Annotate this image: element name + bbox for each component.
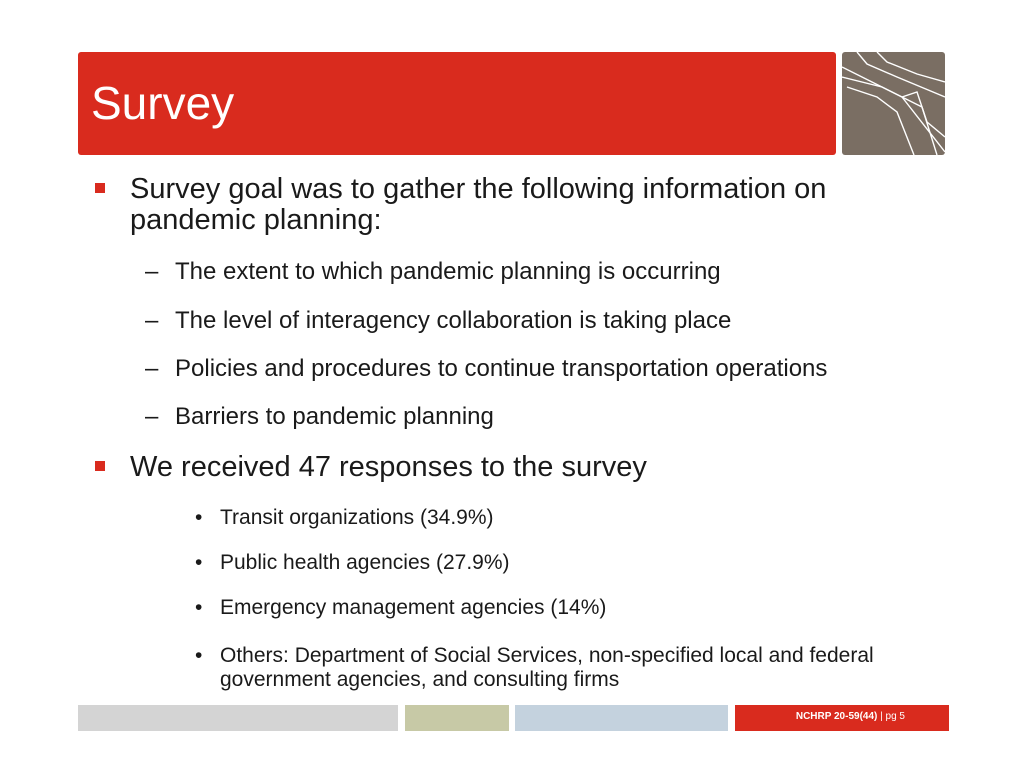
- footer-separator: |: [880, 711, 883, 722]
- dash-bullet-icon: –: [145, 307, 159, 334]
- sub-sub-bullet-text: Transit organizations (34.9%): [220, 506, 494, 529]
- sub-sub-bullet-text: Emergency management agencies (14%): [220, 596, 607, 619]
- bullet-text: We received 47 responses to the survey: [130, 451, 647, 483]
- square-bullet-icon: [95, 461, 105, 471]
- dash-bullet-icon: –: [145, 258, 159, 285]
- footer-project: NCHRP 20-59(44): [795, 711, 878, 722]
- dot-bullet-icon: •: [195, 506, 203, 529]
- bullet-text: Survey goal was to gather the following information on pandemic planning:: [130, 173, 827, 236]
- footer-page-label: [796, 711, 905, 722]
- footer-bar-olive: [405, 705, 509, 731]
- sub-bullet-text: Policies and procedures to continue transportation operations: [175, 355, 828, 382]
- slide-title: Survey: [91, 77, 235, 129]
- footer-bar-blue: [515, 705, 728, 731]
- sub-bullet-text: Barriers to pandemic planning: [175, 403, 494, 430]
- footer-bar-red: [735, 705, 949, 731]
- footer-page-number: pg 5: [885, 711, 905, 722]
- dot-bullet-icon: •: [195, 551, 203, 574]
- sub-sub-bullet-text: Others: Department of Social Services, non-specified local and federal government agencies, and consulting firms: [220, 644, 874, 691]
- sub-bullet-text: The extent to which pandemic planning is occurring: [175, 258, 721, 285]
- dash-bullet-icon: –: [145, 403, 159, 430]
- sub-bullet-text: The level of interagency collaboration is taking place: [175, 307, 732, 334]
- dash-bullet-icon: –: [145, 355, 159, 382]
- footer-bar-gray: [78, 705, 398, 731]
- dot-bullet-icon: •: [195, 596, 203, 619]
- square-bullet-icon: [95, 183, 105, 193]
- dot-bullet-icon: •: [195, 644, 203, 667]
- sub-sub-bullet-text: Public health agencies (27.9%): [220, 551, 510, 574]
